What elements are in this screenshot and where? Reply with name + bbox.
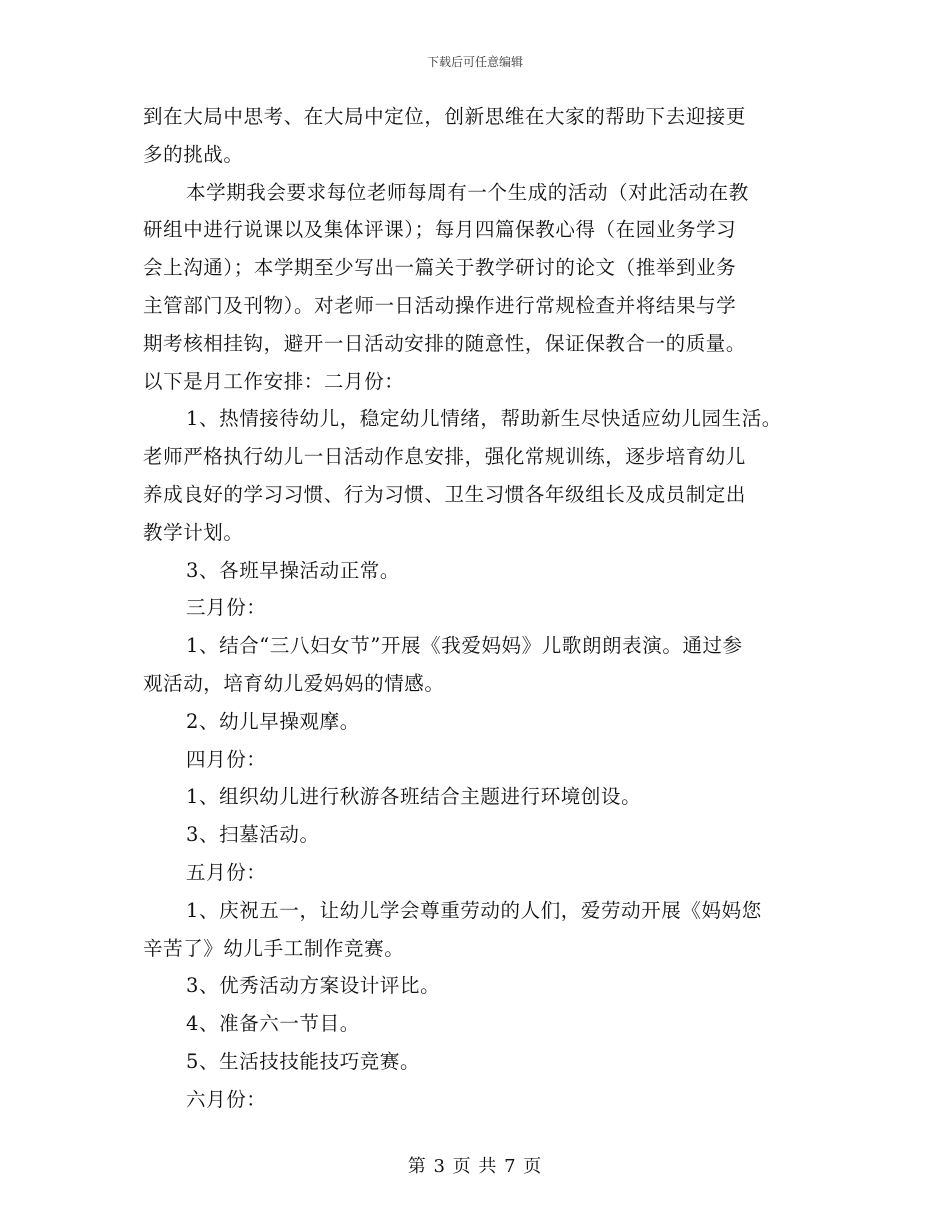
text-line: 4、准备六一节目。 — [186, 1012, 360, 1036]
text-line: 主管部门及刊物）。对老师一日活动操作进行常规检查并将结果与学 — [143, 293, 737, 317]
text-line: 1、庆祝五一，让幼儿学会尊重劳动的人们，爱劳动开展《妈妈您 — [186, 898, 762, 922]
month-heading: 四月份： — [186, 747, 267, 771]
text-line: 养成良好的学习习惯、行为习惯、卫生习惯各年级组长及成员制定出 — [143, 482, 747, 506]
text-line: 3、各班早操活动正常。 — [186, 558, 401, 582]
month-heading: 三月份： — [186, 596, 267, 620]
text-line: 教学计划。 — [143, 520, 244, 544]
text-line: 期考核相挂钩，避开一日活动安排的随意性，保证保教合一的质量。 — [143, 331, 747, 355]
text-line: 辛苦了》幼儿手工制作竞赛。 — [143, 936, 405, 960]
text-line: 2、幼儿早操观摩。 — [186, 709, 360, 733]
month-heading: 五月份： — [186, 860, 267, 884]
text-line: 3、扫墓活动。 — [186, 823, 320, 847]
text-line: 1、组织幼儿进行秋游各班结合主题进行环境创设。 — [186, 785, 642, 809]
page-number: 第 3 页 共 7 页 — [407, 1156, 543, 1177]
text-line: 观活动，培育幼儿爱妈妈的情感。 — [143, 671, 445, 695]
text-line: 会上沟通）；本学期至少写出一篇关于教学研讨的论文（推举到业务 — [143, 256, 737, 280]
month-heading: 六月份： — [186, 1087, 267, 1111]
text-line: 研组中进行说课以及集体评课）；每月四篇保教心得（在园业务学习 — [143, 218, 737, 242]
text-line: 到在大局中思考、在大局中定位，创新思维在大家的帮助下去迎接更 — [143, 105, 747, 128]
text-line: 以下是月工作安排：二月份： — [143, 369, 405, 393]
page-header-note: 下载后可任意编辑 — [426, 55, 523, 69]
text-line: 1、热情接待幼儿，稳定幼儿情绪，帮助新生尽快适应幼儿园生活。 — [186, 407, 782, 431]
text-line: 本学期我会要求每位老师每周有一个生成的活动（对此活动在教 — [186, 180, 749, 204]
text-line: 多的挑战。 — [143, 142, 244, 166]
text-line: 5、生活技技能技巧竞赛。 — [186, 1049, 421, 1073]
document-body — [143, 98, 823, 1119]
text-line: 3、优秀活动方案设计评比。 — [186, 974, 441, 998]
text-line: 老师严格执行幼儿一日活动作息安排，强化常规训练，逐步培育幼儿 — [143, 445, 747, 469]
text-line: 1、结合“三八妇女节”开展《我爱妈妈》儿歌朗朗表演。通过参 — [186, 634, 743, 658]
